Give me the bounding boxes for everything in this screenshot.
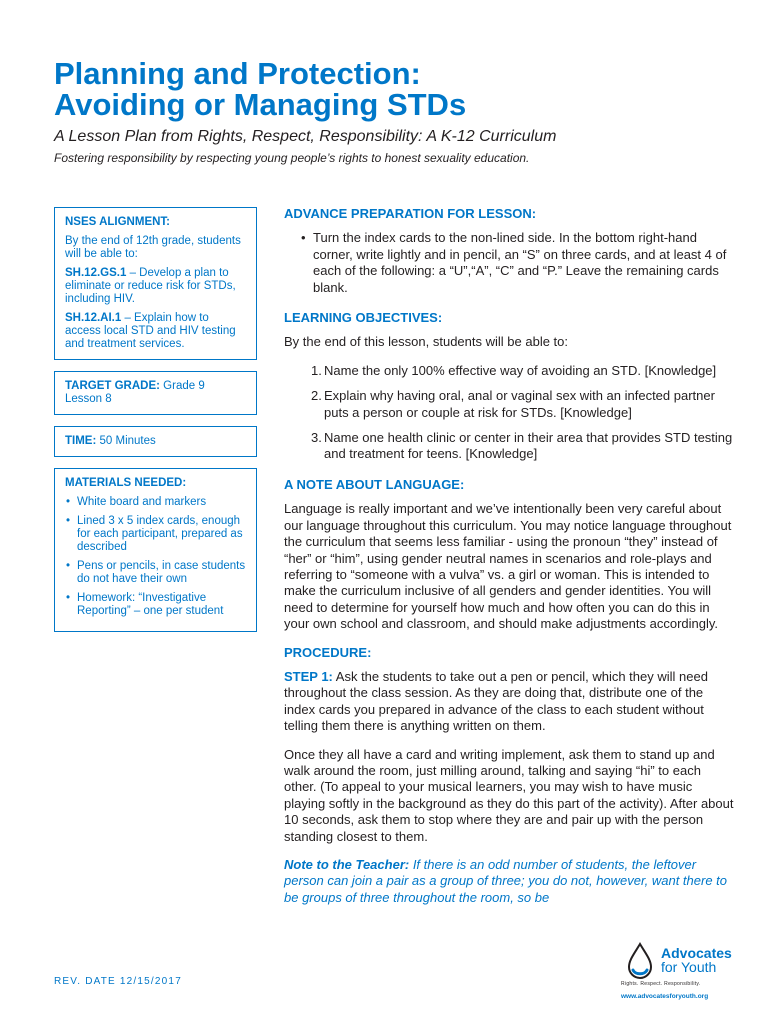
objectives-heading: LEARNING OBJECTIVES: <box>284 310 443 326</box>
nses-heading: NSES ALIGNMENT: <box>65 216 170 228</box>
objective-item <box>311 430 734 463</box>
water-drop-icon <box>629 944 651 978</box>
title-line-2: Avoiding or Managing STDs <box>54 87 467 122</box>
materials-box <box>54 468 257 632</box>
step-1-text: Ask the students to take out a pen or pencil, which they will need throughout the class session. As they are doing that, distribute one of the index cards you prepared in advance of the class to each student without telling them there is anything written on them. <box>284 668 708 734</box>
target-grade-box <box>54 371 257 415</box>
materials-item: • White board and markers <box>77 496 247 509</box>
step-1-paragraph <box>284 669 734 735</box>
nses-text: – Explain how to access local STD and HIV testing and treatment services. <box>65 312 236 350</box>
logo-wordmark <box>661 946 732 974</box>
objectives-intro: By the end of this lesson, students will be able to: <box>284 334 569 350</box>
materials-heading: MATERIALS NEEDED: <box>65 477 187 489</box>
advance-prep-item: • Turn the index cards to the non-lined side. In the bottom right-hand corner, write lightly and in pencil, an “S” on three cards, and at least 4 of each of the following: a “U”,“A”, “C” and “P.” Leave the remaining cards blank. <box>313 230 734 296</box>
objective-item <box>311 362 734 379</box>
page-title <box>54 58 734 120</box>
advance-prep-heading: ADVANCE PREPARATION FOR LESSON: <box>284 206 537 221</box>
objective-number: 3. <box>311 430 322 446</box>
materials-item: • Lined 3 x 5 index cards, enough for each participant, prepared as described <box>77 515 247 554</box>
target-grade-value: Grade 9 <box>159 380 205 392</box>
step-1-label: STEP 1: <box>284 668 333 684</box>
lesson-number: Lesson 8 <box>65 393 112 405</box>
teacher-note-text: If there is an odd number of students, the leftover person can join a pair as a group of three; you do not, however, want there to be groups of three throughout the room, so be <box>284 857 728 905</box>
logo-slogan: Rights. Respect. Responsibility. <box>621 981 701 987</box>
advance-prep-list <box>284 230 734 296</box>
objective-item <box>311 388 734 421</box>
revision-date: REV. DATE 12/15/2017 <box>54 976 182 987</box>
objective-number: 1. <box>311 362 322 378</box>
language-heading: A NOTE ABOUT LANGUAGE: <box>284 476 465 492</box>
page-tagline: Fostering responsibility by respecting young people’s rights to honest sexuality education. <box>54 151 530 165</box>
time-box <box>54 426 257 457</box>
nses-item <box>65 267 247 306</box>
title-line-1: Planning and Protection: <box>54 56 421 91</box>
page-subtitle: A Lesson Plan from Rights, Respect, Responsibility: A K-12 Curriculum <box>54 128 557 145</box>
objectives-list <box>284 363 734 463</box>
objective-text: Name the only 100% effective way of avoiding an STD. [Knowledge] <box>324 362 717 378</box>
objective-number: 2. <box>311 388 322 404</box>
teacher-note <box>284 857 734 906</box>
nses-code: SH.12.GS.1 <box>65 267 127 279</box>
page-header <box>54 58 734 165</box>
nses-alignment-box <box>54 207 257 360</box>
sidebar <box>54 207 257 643</box>
procedure-heading: PROCEDURE: <box>284 644 372 660</box>
materials-item: • Pens or pencils, in case students do not have their own <box>77 560 247 586</box>
nses-item <box>65 312 247 351</box>
main-content <box>284 206 734 918</box>
teacher-note-label: Note to the Teacher: <box>284 857 410 872</box>
materials-item: • Homework: “Investigative Reporting” – one per student <box>77 592 247 618</box>
objective-text: Name one health clinic or center in their area that provides STD testing and treatment for teens. [Knowledge] <box>324 430 733 462</box>
logo-line-2: for Youth <box>661 959 717 975</box>
procedure-paragraph: Once they all have a card and writing implement, ask them to stand up and walk around the room, just milling around, talking and saying “hi” to each other. (To appeal to your musical learners, you may wish to have music playing softly in the background as they do this part of the activity). After about 10 seconds, ask them to stop where they are and pair up with the person standing closest to them. <box>284 746 734 844</box>
target-grade-label: TARGET GRADE: <box>65 380 160 392</box>
nses-text: – Develop a plan to eliminate or reduce risk for STDs, including HIV. <box>65 267 236 305</box>
materials-list <box>65 496 247 618</box>
objective-text: Explain why having oral, anal or vaginal sex with an infected partner puts a person or couple at risk for STDs. [Knowledge] <box>324 388 715 420</box>
nses-intro: By the end of 12th grade, students will be able to: <box>65 235 241 260</box>
website-url: www.advocatesforyouth.org <box>621 993 709 1000</box>
nses-code: SH.12.AI.1 <box>65 312 122 324</box>
language-paragraph: Language is really important and we’ve intentionally been very careful about our language throughout this curriculum. You may notice language throughout the curriculum that seems less familiar - using the pronoun “they” instead of “her” or “him”, using gender neutral names in scenarios and role-plays and referring to “someone with a vulva” vs. a girl or woman. This is intended to make the curriculum inclusive of all genders and gender identities. You will need to determine for yourself how much and how often you can do this in your own school and classroom, and should make adjustments accordingly. <box>284 501 732 632</box>
target-grade-line <box>65 380 247 393</box>
time-label: TIME: <box>65 435 97 447</box>
time-value: 50 Minutes <box>96 435 156 447</box>
logo-line-1: Advocates <box>661 945 732 961</box>
